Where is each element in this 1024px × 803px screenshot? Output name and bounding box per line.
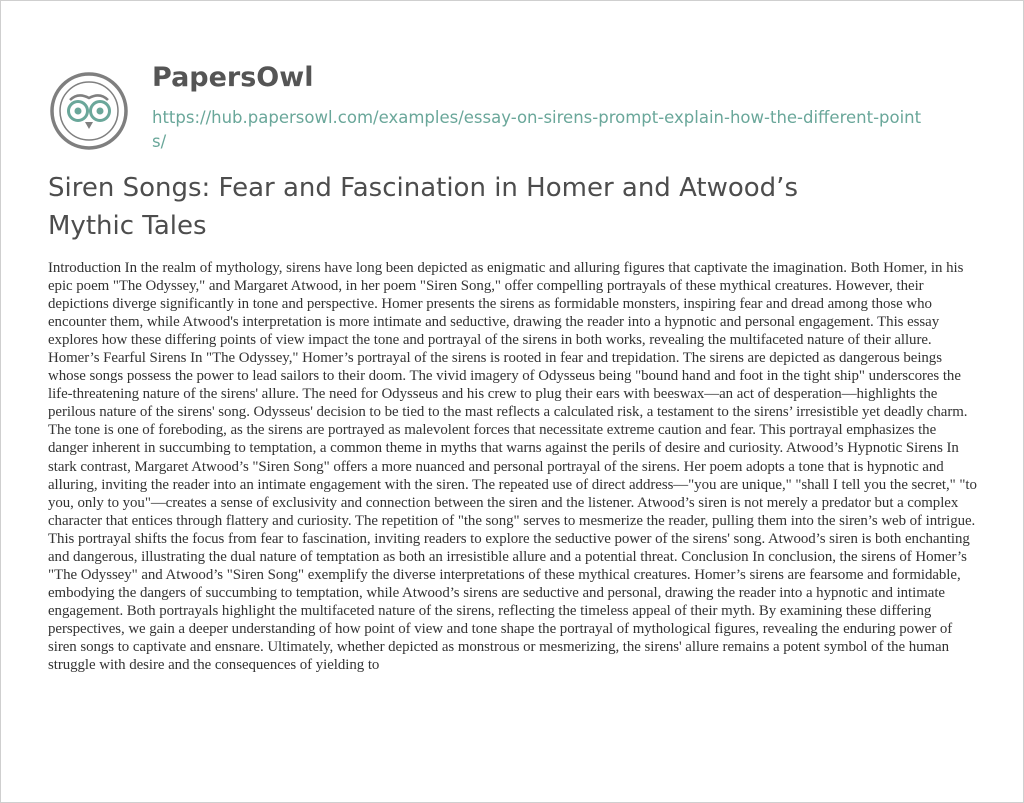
brand-name: PapersOwl [152, 62, 314, 93]
essay-title: Siren Songs: Fear and Fascination in Homer and Atwood’s Mythic Tales [48, 173, 798, 241]
owl-logo-icon [48, 70, 130, 152]
source-url-link[interactable]: https://hub.papersowl.com/examples/essay-on-sirens-prompt-explain-how-the-different-points/ [152, 108, 922, 151]
site-header [48, 56, 948, 156]
essay-body: Introduction In the realm of mythology, sirens have long been depicted as enigmatic and alluring figures that captivate the imagination. Both Homer, in his epic poem "The Odyssey," and Margaret Atwood, in her poem "Siren Song," offer compelling portrayals of these mythical creatures. However, their depictions diverge significantly in tone and perspective. Homer presents the sirens as formidable monsters, inspiring fear and dread among those who encounter them, while Atwood's interpretation is more intimate and seductive, drawing the reader into a hypnotic and personal engagement. This essay explores how these differing points of view impact the tone and portrayal of the sirens in both works, revealing the multifaceted nature of their allure. Homer’s Fearful Sirens In "The Odyssey," Homer’s portrayal of the sirens is rooted in fear and trepidation. The sirens are depicted as dangerous beings whose songs possess the power to lead sailors to their doom. The vivid imagery of Odysseus being "bound hand and foot in the tight ship" underscores the life-threatening nature of the sirens' allure. The need for Odysseus and his crew to plug their ears with beeswax—an act of desperation—highlights the perilous nature of the sirens' song. Odysseus' decision to be tied to the mast reflects a calculated risk, a testament to the sirens’ irresistible yet deadly charm. The tone is one of foreboding, as the sirens are portrayed as malevolent forces that necessitate extreme caution and fear. This portrayal emphasizes the danger inherent in succumbing to temptation, a common theme in myths that warns against the perils of desire and curiosity. Atwood’s Hypnotic Sirens In stark contrast, Margaret Atwood’s "Siren Song" offers a more nuanced and personal portrayal of the sirens. Her poem adopts a tone that is hypnotic and alluring, inviting the reader into an intimate engagement with the siren. The repeated use of direct address—"you are unique," "shall I tell you the secret," "to you, only to you"—creates a sense of exclusivity and connection between the siren and the listener. Atwood’s siren is not merely a predator but a complex character that entices through flattery and curiosity. The repetition of "the song" serves to mesmerize the reader, pulling them into the siren’s web of intrigue. This portrayal shifts the focus from fear to fascination, inviting readers to explore the seductive power of the sirens' song. Atwood’s siren is both enchanting and dangerous, illustrating the dual nature of temptation as both an irresistible allure and a potential threat. Conclusion In conclusion, the sirens of Homer’s "The Odyssey" and Atwood’s "Siren Song" exemplify the diverse interpretations of these mythical creatures. Homer’s sirens are fearsome and formidable, embodying the dangers of succumbing to temptation, while Atwood’s sirens are seductive and personal, drawing the reader into a hypnotic and intimate engagement. Both portrayals highlight the multifaceted nature of the sirens, reflecting the timeless appeal of their myth. By examining these differing perspectives, we gain a deeper understanding of how point of view and tone shape the portrayal of mythological figures, revealing the enduring power of siren songs to captivate and ensnare. Ultimately, whether depicted as monstrous or mesmerizing, the sirens' allure remains a potent symbol of the human struggle with desire and the consequences of yielding to [48, 260, 977, 674]
